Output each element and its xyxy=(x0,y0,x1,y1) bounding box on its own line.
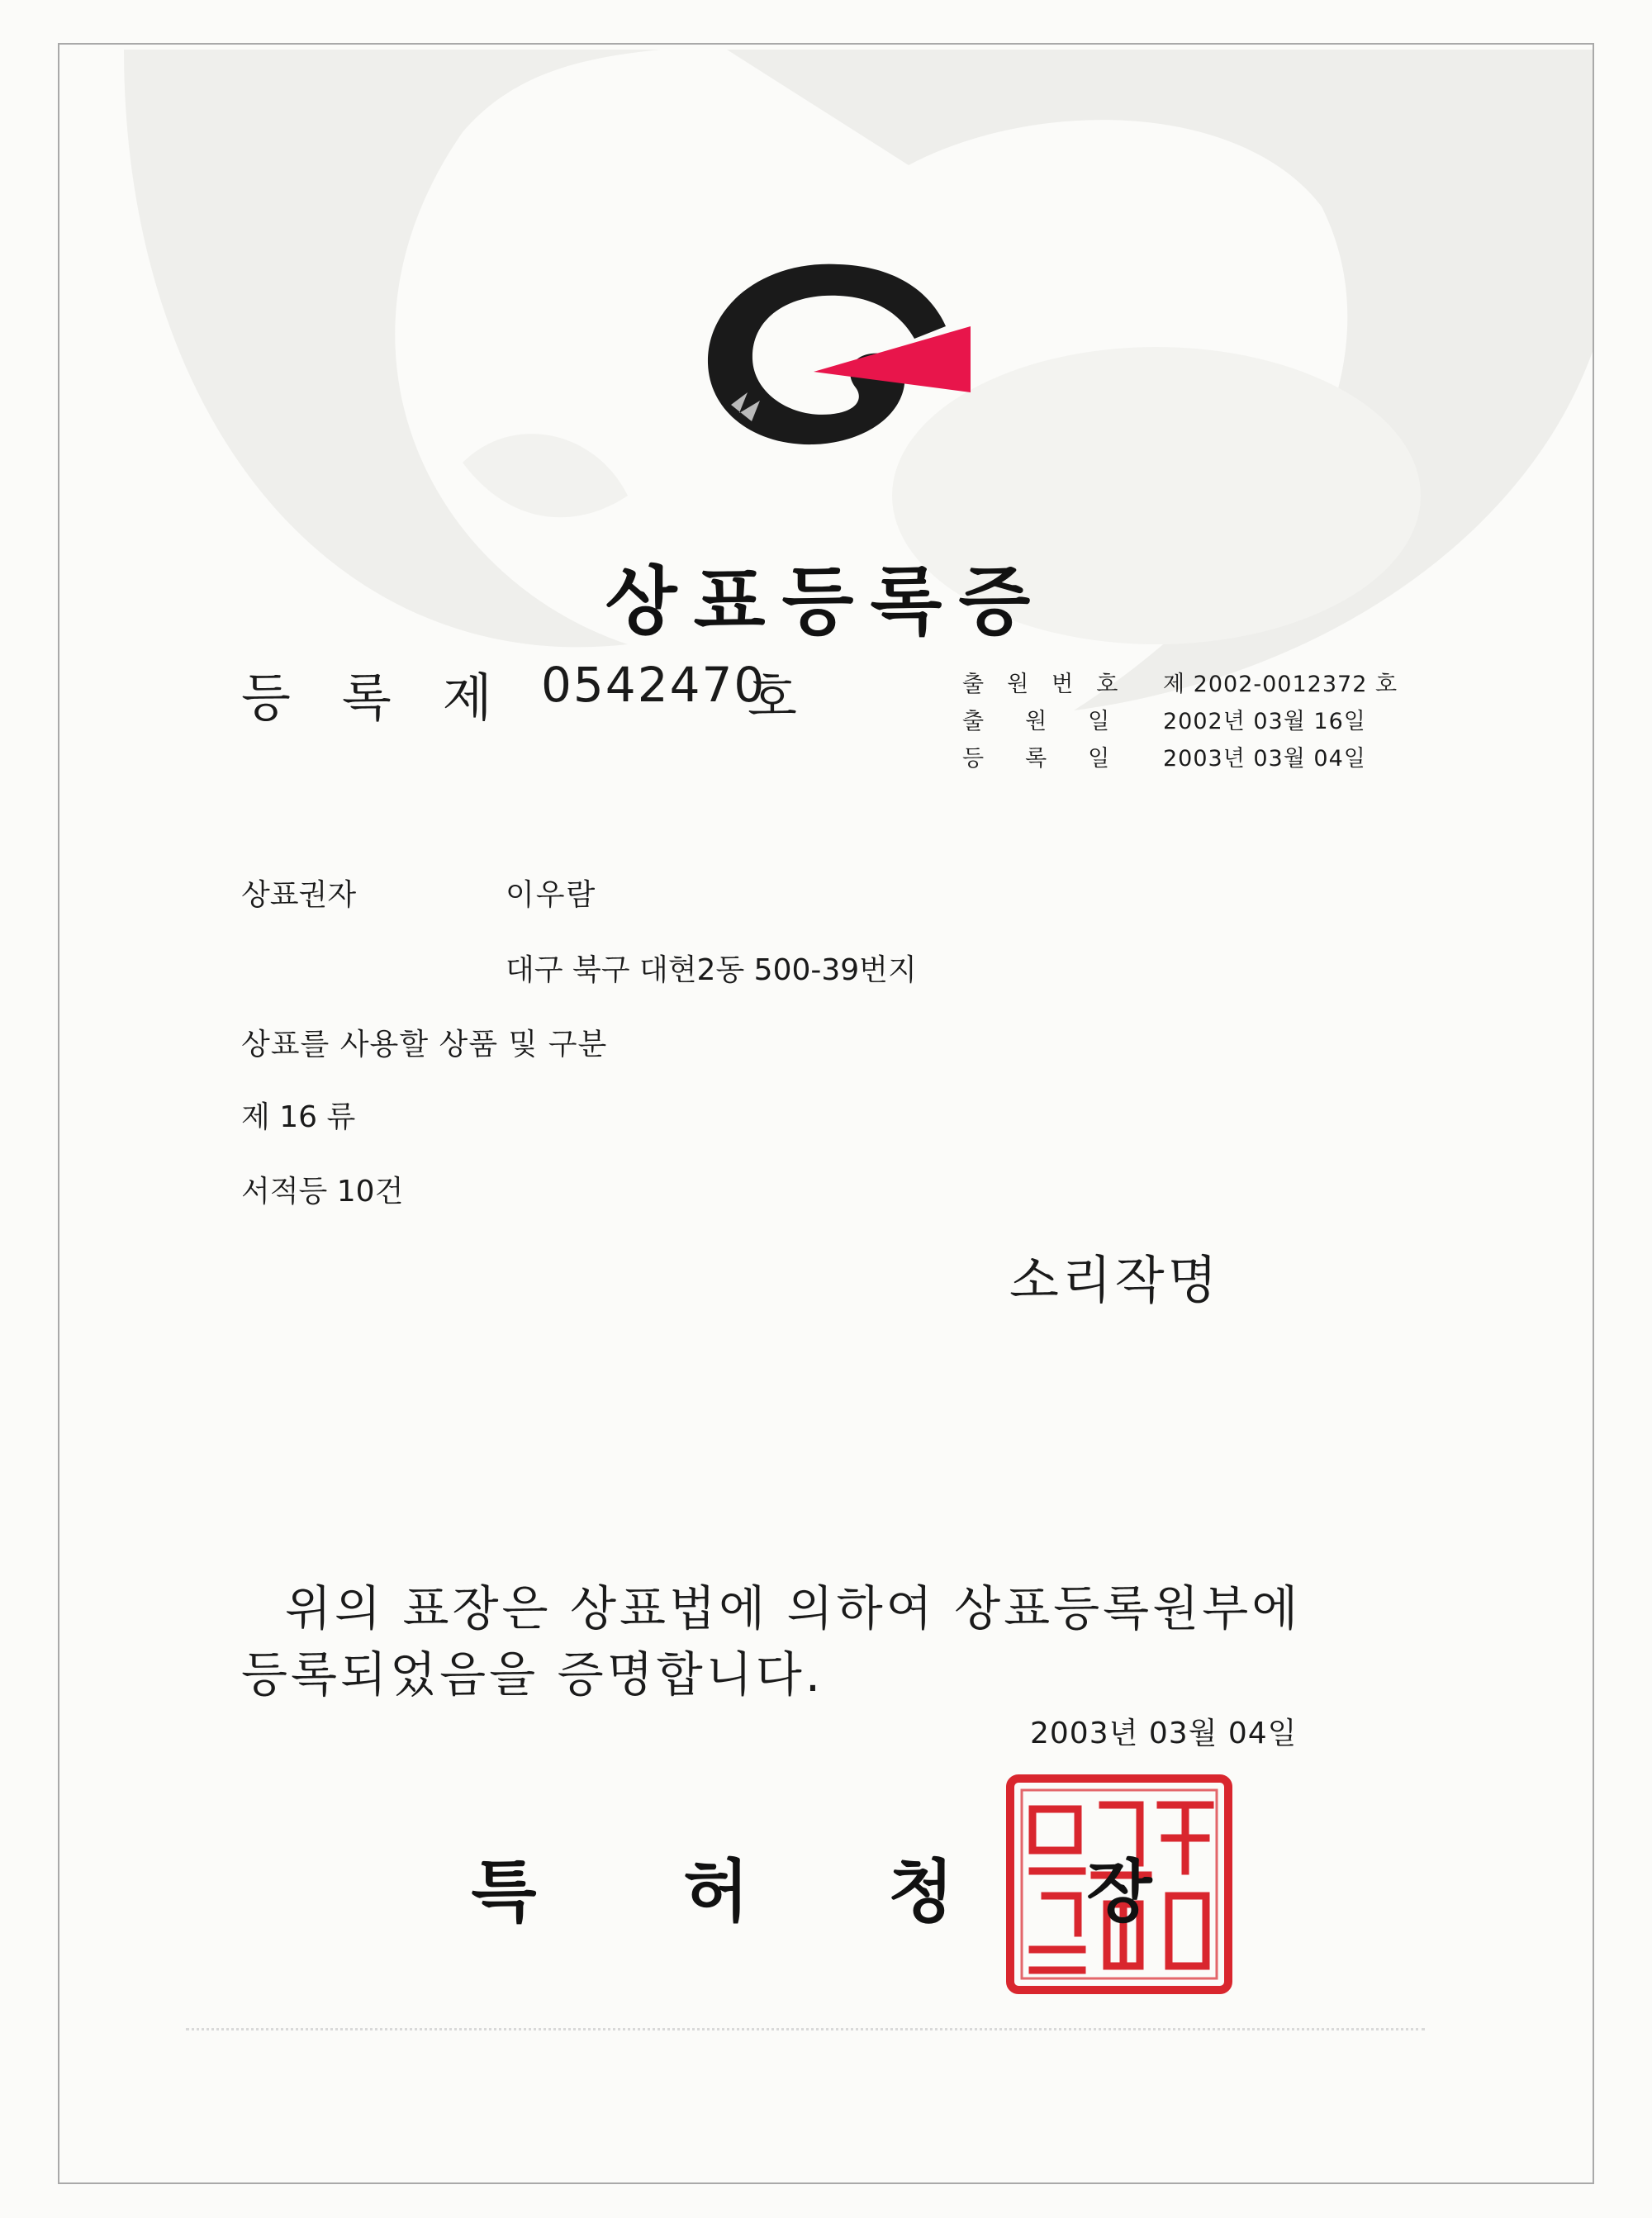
application-date-label: 출원일 xyxy=(962,709,1151,734)
registration-date-label: 등록일 xyxy=(962,746,1151,772)
certificate-title: 상표등록증 xyxy=(605,558,1047,645)
goods-items: 서적등 10건 xyxy=(241,1175,404,1209)
application-number-label: 출원번호 xyxy=(962,672,1142,697)
holder-address: 대구 북구 대현2동 500-39번지 xyxy=(506,953,917,987)
issue-date: 2003년 03월 04일 xyxy=(1030,1717,1298,1750)
application-number-value: 제 2002-0012372 호 xyxy=(1163,672,1398,697)
issuer-char-2: 허 xyxy=(683,1853,749,1931)
goods-class: 제 16 류 xyxy=(241,1100,356,1134)
registration-suffix: 호 xyxy=(748,667,797,728)
issuer-char-4: 장 xyxy=(1086,1853,1152,1931)
holder-label: 상표권자 xyxy=(241,878,357,912)
holder-name: 이우람 xyxy=(506,878,597,912)
kipo-logo-icon xyxy=(698,248,979,454)
registration-date-value: 2003년 03월 04일 xyxy=(1163,746,1366,772)
issuer-char-3: 청 xyxy=(888,1853,954,1931)
certification-line-2: 등록되었음을 증명합니다. xyxy=(241,1646,824,1703)
registration-label: 등록제 xyxy=(241,667,544,728)
goods-heading: 상표를 사용할 상품 및 구분 xyxy=(241,1028,608,1062)
issuer-char-1: 특 xyxy=(471,1853,537,1931)
application-date-value: 2002년 03월 16일 xyxy=(1163,709,1366,734)
bottom-dotted-rule xyxy=(186,2028,1425,2030)
certification-line-1: 위의 표장은 상표법에 의하여 상표등록원부에 xyxy=(285,1580,1302,1636)
trademark-name: 소리작명 xyxy=(1009,1250,1221,1310)
registration-number: 0542470 xyxy=(541,657,767,713)
